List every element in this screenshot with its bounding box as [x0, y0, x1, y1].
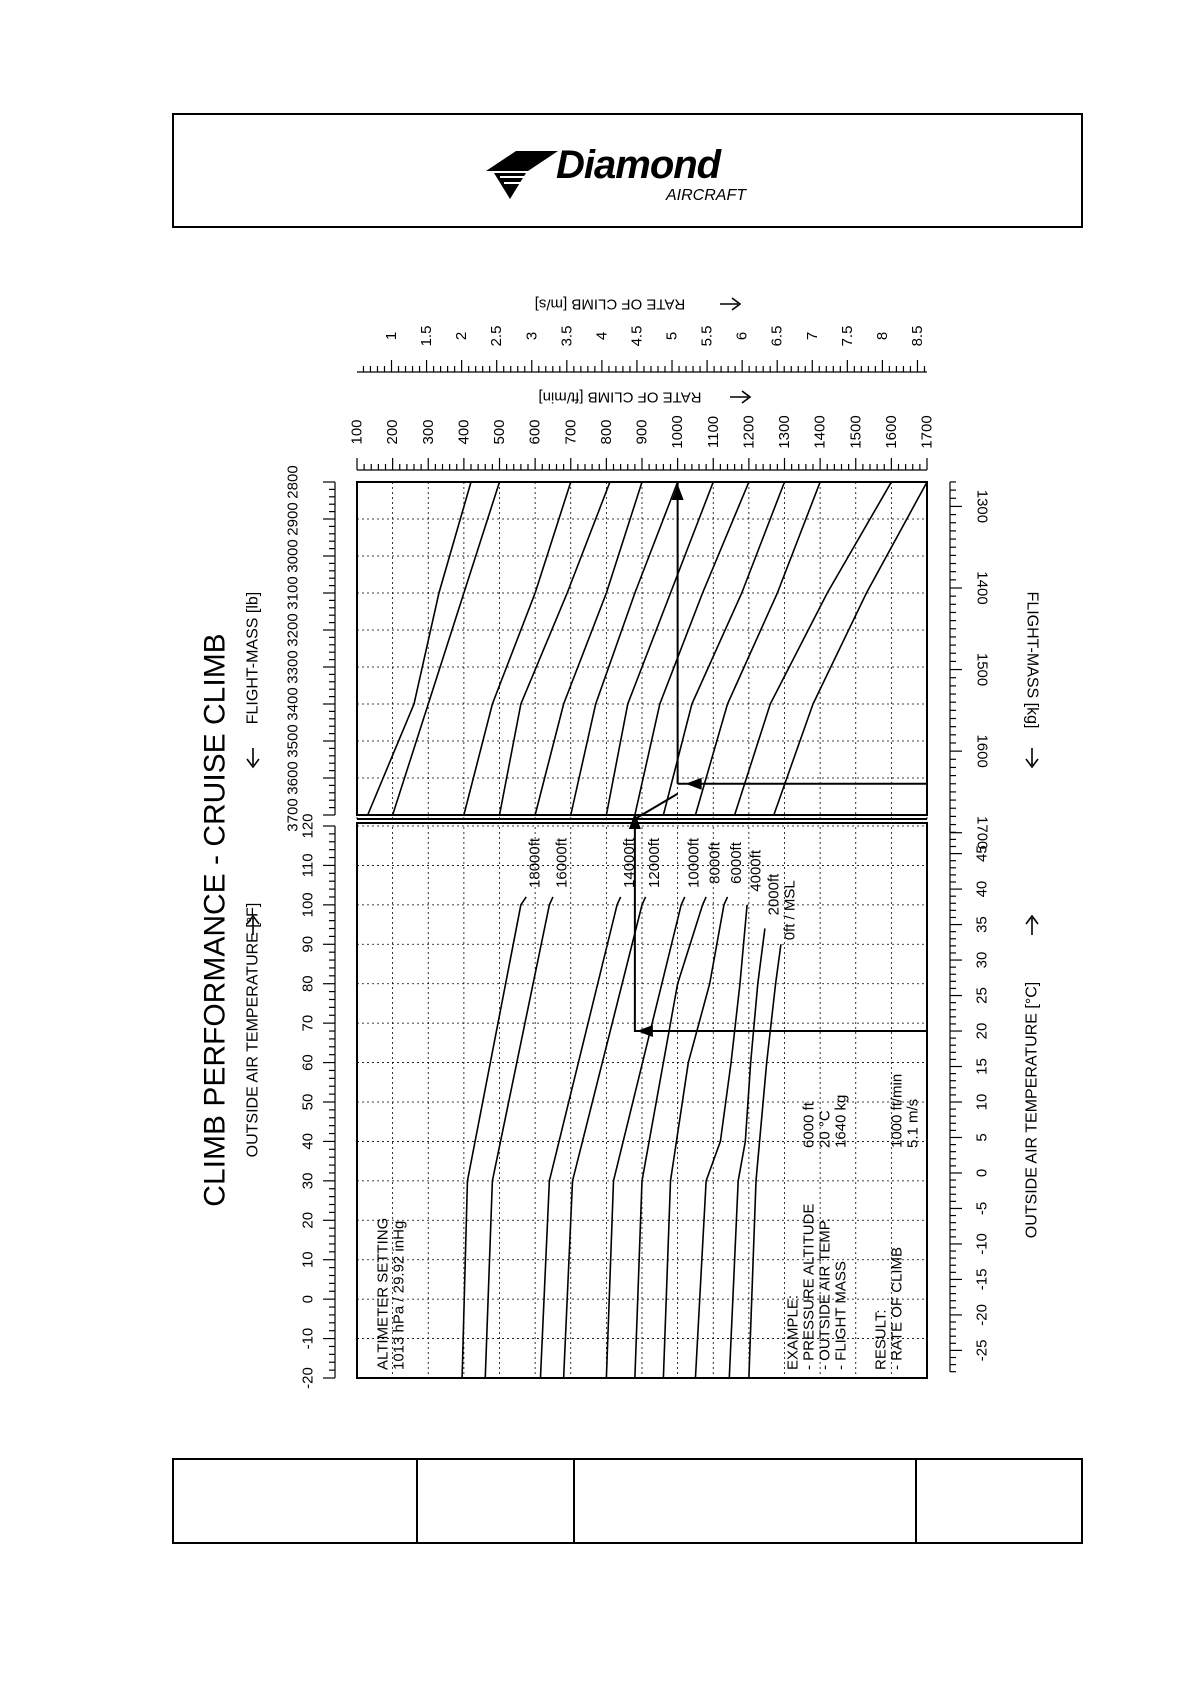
mass-correction-line-1 [393, 482, 500, 815]
roc-ftmin-arrow-icon [730, 391, 750, 403]
roc-ftmin-tick-label: 1400 [811, 415, 829, 449]
mass-kg-arrow-icon [1026, 748, 1038, 767]
oat-c-tick-label: 30 [973, 951, 991, 969]
chart-title: CLIMB PERFORMANCE - CRUISE CLIMB [198, 633, 232, 1207]
mass-lb-tick-label: 3500 [284, 724, 302, 758]
oat-c-tick-label: -5 [973, 1201, 991, 1216]
oat-c-axis-label: OUTSIDE AIR TEMPERATURE [°C] [1023, 981, 1041, 1239]
roc-ftmin-tick-label: 400 [455, 419, 473, 445]
altitude-line-4 [606, 897, 684, 1378]
roc-ms-arrow-icon [720, 298, 740, 310]
roc-ftmin-tick-label: 900 [633, 419, 651, 445]
grid-lines [357, 482, 927, 1378]
oat-f-ruler [323, 826, 335, 1378]
roc-ms-tick-label: 1.5 [418, 325, 436, 347]
roc-ftmin-tick-label: 1700 [918, 415, 936, 449]
roc-ftmin-tick-label: 500 [491, 419, 508, 445]
roc-ftmin-tick-label: 1500 [847, 415, 865, 449]
oat-c-tick-label: -10 [973, 1233, 991, 1255]
mass-correction-line-4 [535, 482, 642, 815]
mass-correction-line-7 [635, 482, 749, 815]
roc-ftmin-tick-label: 1000 [669, 415, 687, 449]
mass-lb-tick-label: 2900 [284, 502, 302, 536]
altitude-label: 2000ft [765, 873, 783, 916]
example-row-label: - OUTSIDE AIR TEMP. [816, 1218, 834, 1370]
oat-f-tick-label: -10 [299, 1327, 317, 1350]
oat-f-tick-label: 30 [299, 1172, 317, 1190]
oat-c-tick-label: 45 [973, 845, 991, 862]
roc-ms-axis-label: RATE OF CLIMB [m/s] [534, 295, 686, 313]
roc-ms-tick-label: 2 [453, 331, 471, 341]
altitude-line-5 [635, 897, 706, 1378]
mass-lb-ruler [323, 482, 335, 815]
oat-f-tick-label: 90 [299, 935, 317, 953]
mass-correction-line-11 [774, 482, 927, 815]
mass-lb-arrow-icon [247, 748, 259, 767]
footer-frame [172, 1458, 1083, 1544]
altimeter-note-line: ALTIMETER SETTING [374, 1217, 392, 1370]
altitude-label: 14000ft [621, 837, 639, 888]
example-arrow-temp-icon [637, 1025, 653, 1037]
oat-f-tick-label: 40 [299, 1133, 317, 1150]
roc-ftmin-tick-label: 1200 [740, 415, 758, 449]
result-row-label: - RATE OF CLIMB [888, 1246, 906, 1370]
mass-lb-tick-label: 3000 [284, 539, 302, 573]
mass-correction-line-6 [606, 482, 713, 815]
roc-ftmin-tick-label: 600 [526, 419, 544, 445]
mass-correction-line-10 [735, 482, 892, 815]
mass-correction-line-0 [368, 482, 471, 815]
altitude-label: 16000ft [553, 837, 571, 888]
footer-cell-1 [174, 1460, 418, 1542]
mass-kg-tick-label: 1300 [973, 489, 991, 524]
mass-kg-tick-label: 1400 [973, 571, 991, 605]
roc-ms-ruler [357, 360, 927, 372]
example-row-label: - FLIGHT MASS [832, 1261, 850, 1370]
mass-lb-axis-label: FLIGHT-MASS [lb] [244, 591, 262, 725]
example-row-value: 1640 kg [832, 1094, 850, 1148]
oat-c-tick-label: -20 [973, 1304, 991, 1326]
oat-f-tick-label: 0 [299, 1294, 317, 1304]
altitude-line-8 [729, 929, 765, 1378]
logo-subtitle: AIRCRAFT [666, 187, 746, 204]
roc-ms-tick-label: 8 [873, 331, 891, 341]
oat-c-tick-label: 0 [973, 1168, 991, 1178]
mass-kg-axis-label: FLIGHT-MASS [kg] [1023, 591, 1041, 729]
example-heading: EXAMPLE: [784, 1294, 802, 1370]
example-row-value: 20 °C [816, 1110, 834, 1148]
altitude-line-1 [485, 897, 553, 1378]
oat-c-arrow-icon [1026, 916, 1038, 935]
oat-c-tick-label: -15 [973, 1268, 991, 1291]
altitude-line-6 [663, 897, 727, 1378]
oat-c-tick-label: 10 [973, 1093, 991, 1111]
mass-lb-tick-label: 3600 [284, 761, 302, 795]
example-row-label: - PRESSURE ALTITUDE [800, 1203, 818, 1370]
altitude-label: 18000ft [526, 837, 544, 888]
roc-ms-tick-label: 7.5 [838, 325, 856, 347]
roc-ms-tick-label: 4.5 [628, 325, 646, 347]
roc-ftmin-tick-label: 300 [419, 419, 437, 445]
roc-ms-tick-label: 5 [663, 331, 681, 341]
mass-correction-line-2 [464, 482, 571, 815]
mass-correction-line-9 [695, 482, 820, 815]
roc-ms-tick-label: 2.5 [488, 325, 506, 347]
mass-kg-ruler [950, 482, 962, 833]
mass-lb-tick-label: 3200 [284, 613, 302, 647]
mass-lb-tick-label: 2800 [284, 465, 302, 499]
roc-ms-tick-label: 8.5 [908, 325, 926, 347]
oat-c-tick-label: 20 [973, 1022, 991, 1040]
mass-correction-line-5 [571, 482, 678, 815]
oat-f-tick-label: 60 [299, 1054, 317, 1071]
mass-kg-tick-label: 1600 [973, 734, 991, 768]
oat-c-tick-label: -25 [973, 1339, 991, 1362]
oat-f-tick-label: 50 [299, 1093, 317, 1111]
mass-lb-tick-label: 3700 [284, 798, 302, 832]
roc-ms-tick-label: 5.5 [698, 325, 716, 347]
oat-f-tick-label: 20 [299, 1211, 317, 1229]
roc-ftmin-tick-label: 800 [597, 419, 615, 445]
oat-f-tick-label: -20 [299, 1367, 317, 1389]
altitude-label: 8000ft [706, 842, 724, 884]
roc-ms-tick-label: 6 [733, 331, 751, 341]
altitude-line-9 [749, 944, 781, 1378]
oat-c-tick-label: 40 [973, 880, 991, 898]
roc-ftmin-tick-label: 200 [384, 419, 402, 445]
oat-f-tick-label: 10 [299, 1251, 317, 1269]
result-row-value: 1000 ft/min [888, 1073, 906, 1148]
roc-ms-tick-label: 1 [383, 331, 401, 341]
roc-ftmin-tick-label: 100 [348, 419, 366, 445]
roc-ms-tick-label: 4 [593, 331, 611, 341]
oat-c-tick-label: 15 [973, 1058, 991, 1075]
oat-f-tick-label: 80 [299, 975, 317, 993]
roc-ftmin-ruler [357, 458, 927, 470]
altitude-line-3 [564, 897, 646, 1378]
roc-ftmin-axis-label: RATE OF CLIMB [ft/min] [538, 388, 702, 406]
oat-f-tick-label: 120 [299, 813, 317, 839]
altitude-line-0 [462, 897, 526, 1378]
result-heading: RESULT: [872, 1309, 890, 1370]
oat-f-axis-label: OUTSIDE AIR TEMPERATURE [°F] [244, 902, 262, 1158]
roc-ftmin-tick-label: 700 [562, 419, 580, 445]
mass-kg-tick-label: 1500 [973, 652, 991, 687]
roc-ftmin-tick-label: 1600 [882, 415, 900, 449]
oat-c-tick-label: 35 [973, 916, 991, 933]
logo-word: Diamond [556, 143, 721, 187]
roc-ms-tick-label: 7 [803, 331, 821, 341]
example-arrow-mass-icon [686, 778, 702, 790]
mass-kg-tick-label: 1700 [973, 816, 991, 850]
altitude-label: 6000ft [728, 842, 745, 884]
mass-lb-tick-label: 3100 [284, 576, 302, 610]
oat-c-tick-label: 5 [973, 1133, 991, 1142]
roc-ftmin-tick-label: 1300 [776, 415, 793, 449]
altitude-label: 4000ft [747, 849, 765, 892]
oat-c-ruler [950, 827, 962, 1372]
example-row-value: 6000 ft [800, 1102, 818, 1148]
roc-ms-tick-label: 6.5 [768, 325, 786, 347]
altitude-label: 10000ft [685, 837, 703, 888]
oat-f-tick-label: 110 [299, 853, 317, 878]
roc-ms-tick-label: 3 [523, 331, 541, 341]
oat-f-tick-label: 70 [299, 1014, 317, 1032]
roc-ftmin-tick-label: 1100 [704, 415, 722, 449]
result-row-value: 5.1 m/s [904, 1098, 922, 1148]
altimeter-note-line: 1013 hPa / 29.92 inHg [390, 1220, 408, 1370]
oat-f-tick-label: 100 [299, 892, 317, 918]
footer-cell-3 [575, 1460, 917, 1542]
mass-lb-tick-label: 3300 [284, 650, 302, 684]
footer-cell-4 [917, 1460, 1081, 1542]
altitude-label: 12000ft [646, 837, 664, 888]
mass-lb-tick-label: 3400 [284, 687, 302, 721]
footer-cell-2 [418, 1460, 575, 1542]
altitude-label: 0ft / MSL [781, 880, 799, 941]
oat-c-tick-label: 25 [973, 987, 991, 1004]
roc-ms-tick-label: 3.5 [558, 325, 576, 347]
